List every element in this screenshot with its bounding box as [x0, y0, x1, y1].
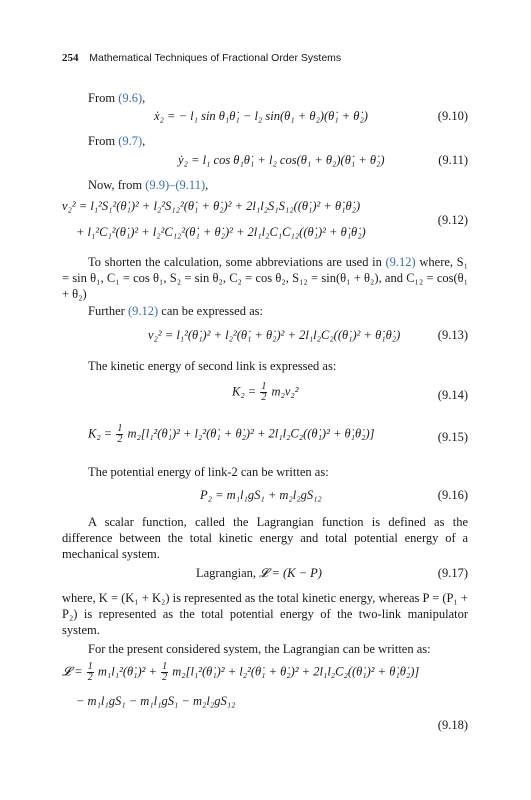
equation-link-9-7[interactable]: (9.7) [118, 134, 143, 148]
kinetic-energy-text: The kinetic energy of second link is expressed as: [88, 359, 337, 373]
equation-9-15: K₂ = $\frac{1}{2}$ m₂[l₁²(θ̇₁)² + l₂²(θ̇₁ + θ̇₂)² + 2l₁l₂C₂((θ̇₁)² + θ̇₁θ̇₂)] [88, 423, 375, 445]
equation-number-9-11: (9.11) [438, 153, 468, 167]
potential-energy-text: The potential energy of link-2 can be written as: [88, 465, 329, 479]
equation-number-9-16: (9.16) [437, 488, 468, 502]
equation-9-10: ẋ₂ = − l₁ sin θ₁θ̇₁ − l₂ sin(θ₁ + θ₂)(θ̇₁ + θ̇₂) [154, 109, 368, 123]
equation-9-13: v₂² = l₁²(θ̇₁)² + l₂²(θ̇₁ + θ̇₂)² + 2l₁l₂C₂((θ̇₁)² + θ̇₁θ̇₂) [148, 328, 401, 342]
page-number: 254 [62, 52, 79, 64]
page-header [62, 52, 341, 64]
equation-number-9-14: (9.14) [437, 388, 468, 402]
equation-link-9-12[interactable]: (9.12) [385, 255, 416, 269]
equation-number-9-12: (9.12) [437, 213, 468, 227]
equation-9-18-line-1: 𝓛 = $\frac{1}{2}$ m₁l₁²(θ̇₁)² + $\frac{1}{2}$ m₂[l₁²(θ̇₁)² + l₂²(θ̇₁ + θ̇₂)² + 2l₁l₂C₂((θ̇₁)² + θ̇₁θ̇₂)] [62, 661, 420, 683]
equation-9-18-line-2: − m₁l₁gS₁ − m₁l₁gS₁ − m₂l₂gS₁₂ [76, 694, 236, 708]
equation-9-17: Lagrangian, 𝓛 = (K − P) [196, 566, 322, 580]
equation-9-14: K₂ = $\frac{1}{2}$ m₂v₂² [232, 381, 299, 403]
equation-9-12-line-1: v₂² = l₁²S₁²(θ̇₁)² + l₂²S₁₂²(θ̇₁ + θ̇₂)² + 2l₁l₂S₁S₁₂((θ̇₁)² + θ̇₁θ̇₂) [62, 199, 361, 213]
equation-link-9-6[interactable]: (9.6) [118, 91, 143, 105]
fraction-one-half: $\frac{1}{2}$ [87, 661, 93, 683]
equation-number-9-17: (9.17) [437, 566, 468, 580]
equation-link-9-9-9-11[interactable]: (9.9)–(9.11) [145, 178, 206, 192]
equation-9-11: ẏ₂ = l₁ cos θ₁θ̇₁ + l₂ cos(θ₁ + θ₂)(θ̇₁ + θ̇₂) [178, 153, 385, 167]
equation-number-9-13: (9.13) [437, 328, 468, 342]
fraction-one-half: $\frac{1}{2}$ [117, 423, 123, 445]
total-energy-paragraph: where, K = (K₁ + K₂) is represented as the total kinetic energy, whereas P = (P₁ + P₂) is represented as the total potential energy of the two-link manipulator system. [62, 591, 468, 637]
now-from-text: Now, from (9.9)–(9.11), [88, 178, 209, 192]
running-title: Mathematical Techniques of Fractional Order Systems [89, 52, 342, 64]
equation-link-9-12b[interactable]: (9.12) [127, 304, 159, 318]
fraction-one-half: $\frac{1}{2}$ [162, 661, 168, 683]
equation-9-12-line-2: + l₁²C₁²(θ̇₁)² + l₂²C₁₂²(θ̇₁ + θ̇₂)² + 2l₁l₂C₁C₁₂((θ̇₁)² + θ̇₁θ̇₂) [76, 225, 366, 239]
equation-number-9-15: (9.15) [437, 430, 468, 444]
from-97-text: From (9.7), [88, 134, 146, 148]
equation-9-16: P₂ = m₁l₁gS₁ + m₂l₂gS₁₂ [200, 488, 322, 502]
lagrangian-definition-paragraph: A scalar function, called the Lagrangian function is defined as the difference between the total kinetic energy and total potential energy of a mechanical system. [62, 515, 468, 561]
equation-number-9-18: (9.18) [437, 718, 468, 732]
fraction-one-half: $\frac{1}{2}$ [261, 381, 267, 403]
present-system-text: For the present considered system, the Lagrangian can be written as: [88, 642, 431, 656]
further-text: Further (9.12) can be expressed as: [88, 304, 263, 318]
abbreviations-paragraph: To shorten the calculation, some abbreviations are used in (9.12) where, S₁ = sin θ₁, C₁ = cos θ₁, S₂ = sin θ₂, C₂ = cos θ₂, S₁₂ = sin(θ₁ + θ₂), and C₁₂ = cos(θ₁ + θ₂) [62, 255, 468, 301]
from-96-text: From (9.6), [88, 91, 146, 105]
equation-number-9-10: (9.10) [437, 109, 468, 123]
